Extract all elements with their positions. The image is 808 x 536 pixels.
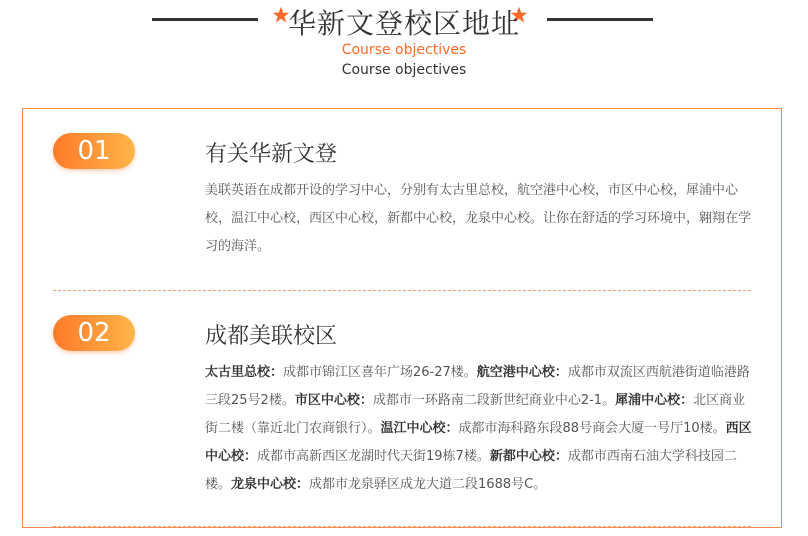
subtitle-accent: Course objectives bbox=[341, 42, 467, 58]
section-divider bbox=[53, 526, 751, 527]
section-campuses bbox=[53, 315, 753, 515]
campus-name: 龙泉中心校： bbox=[231, 477, 310, 492]
section-about bbox=[53, 133, 753, 293]
campus-address: 成都市双流区西航港街道临港路三段25号2楼。 bbox=[205, 365, 750, 408]
section-paragraph: 美联英语在成都开设的学习中心，分别有太古里总校，航空港中心校，市区中心校，犀浦中心校，温江中心校，西区中心校，新都中心校，龙泉中心校。让你在舒适的学习环境中，翱翔在学习的海洋。 bbox=[205, 183, 752, 254]
campus-name: 温江中心校： bbox=[380, 421, 459, 436]
campus-address: 成都市高新西区龙湖时代天街19栋7楼。 bbox=[257, 449, 490, 464]
campus-name: 市区中心校： bbox=[294, 393, 373, 408]
campus-address: 成都市一环路南二段新世纪商业中心2-1。 bbox=[372, 393, 616, 408]
section-number-badge: 02 bbox=[53, 315, 135, 351]
campus-address: 成都市西南石油大学科技园二楼。 bbox=[205, 449, 737, 492]
campus-name: 西区中心校： bbox=[205, 421, 752, 464]
campus-address: 成都市龙泉驿区成龙大道二段1688号C。 bbox=[309, 477, 547, 492]
campus-name: 犀浦中心校： bbox=[615, 393, 694, 408]
campus-address: 成都市锦江区喜年广场26-27楼。 bbox=[283, 365, 477, 380]
campus-name: 航空港中心校： bbox=[476, 365, 568, 380]
content-panel bbox=[22, 108, 782, 528]
campus-address: 成都市海科路东段88号商会大厦一号厅10楼。 bbox=[458, 421, 726, 436]
section-divider bbox=[53, 290, 751, 291]
section-title: 有关华新文登 bbox=[205, 142, 338, 167]
section-number-badge: 01 bbox=[53, 133, 135, 169]
subtitle: Course objectives bbox=[341, 62, 467, 78]
section-title: 成都美联校区 bbox=[205, 324, 338, 349]
campus-address: 北区商业街二楼（靠近北门农商银行）。 bbox=[205, 393, 746, 436]
campus-name: 太古里总校： bbox=[205, 365, 284, 380]
page-header bbox=[0, 0, 808, 90]
campus-name: 新都中心校： bbox=[489, 449, 568, 464]
campus-address-list bbox=[205, 359, 753, 499]
page-title: 华新文登校区地址 bbox=[287, 7, 520, 40]
